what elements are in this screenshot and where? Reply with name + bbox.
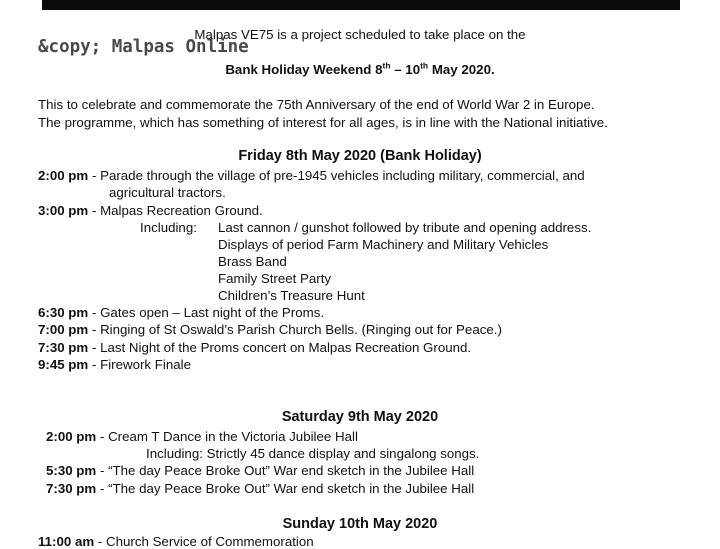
event-text: - Cream T Dance in the Victoria Jubilee Hall [96,429,358,444]
event-text: - Ringing of St Oswald’s Parish Church Bells. (Ringing out for Peace.) [88,322,502,337]
event-text: - Parade through the village of pre-1945 vehicles including military, commercial, and [88,168,585,183]
friday-item-2 [38,203,263,218]
saturday-item-1-including: Including: Strictly 45 dance display and singalong songs. [146,446,480,461]
event-time: 7:00 pm [38,322,89,337]
sunday-item-1 [38,534,314,549]
friday-item-3 [38,305,324,320]
event-time: 2:00 pm [46,429,97,444]
event-time: 7:30 pm [38,340,89,355]
event-time: 5:30 pm [46,463,97,478]
friday-item-1 [38,168,585,183]
saturday-item-1 [46,429,358,444]
intro-dates [0,62,720,77]
dates-part-c: May 2020. [428,62,495,77]
friday-item-6 [38,357,191,372]
event-text: - Malpas Recreation Ground. [88,203,263,218]
event-time: 2:00 pm [38,168,89,183]
watermark: &copy; Malpas Online [38,37,249,57]
dates-sup-1: th [382,60,391,71]
event-text: - “The day Peace Broke Out” War end sketch in the Jubilee Hall [96,481,475,496]
event-time: 6:30 pm [38,305,89,320]
friday-item-1-continuation: agricultural tractors. [109,185,226,200]
friday-item-4 [38,322,502,337]
event-time: 11:00 am [38,534,95,549]
event-text: - Last Night of the Proms concert on Malpas Recreation Ground. [88,340,472,355]
sunday-heading: Sunday 10th May 2020 [282,516,438,532]
event-text: - “The day Peace Broke Out” War end sketch in the Jubilee Hall [96,463,475,478]
saturday-item-2 [46,463,474,478]
event-text: - Gates open – Last night of the Proms. [88,305,325,320]
event-time: 7:30 pm [46,481,97,496]
including-item: Brass Band [218,254,287,269]
including-item: Children’s Treasure Hunt [218,288,365,303]
dates-part-a: Bank Holiday Weekend 8 [225,62,383,77]
including-item: Family Street Party [218,271,332,286]
event-time: 3:00 pm [38,203,89,218]
dates-sup-2: th [420,60,429,71]
dates-part-b: – 10 [390,62,421,77]
including-item: Displays of period Farm Machinery and Military Vehicles [218,237,549,252]
intro-paragraph-1: This to celebrate and commemorate the 75th Anniversary of the end of World War 2 in Europe. [38,97,595,112]
including-item: Last cannon / gunshot followed by tribute and opening address. [218,220,592,235]
including-label: Including: [140,220,197,235]
intro-line-1: Malpas VE75 is a project scheduled to take place on the [194,27,526,42]
event-text: - Firework Finale [88,357,191,372]
event-text: - Church Service of Commemoration [94,534,314,549]
saturday-heading: Saturday 9th May 2020 [281,409,439,425]
intro-paragraph-2: The programme, which has something of interest for all ages, is in line with the National initiative. [38,115,608,130]
friday-item-5 [38,340,471,355]
saturday-item-3 [46,481,474,496]
friday-heading: Friday 8th May 2020 (Bank Holiday) [238,148,482,164]
event-time: 9:45 pm [38,357,89,372]
top-black-bar [42,0,680,10]
